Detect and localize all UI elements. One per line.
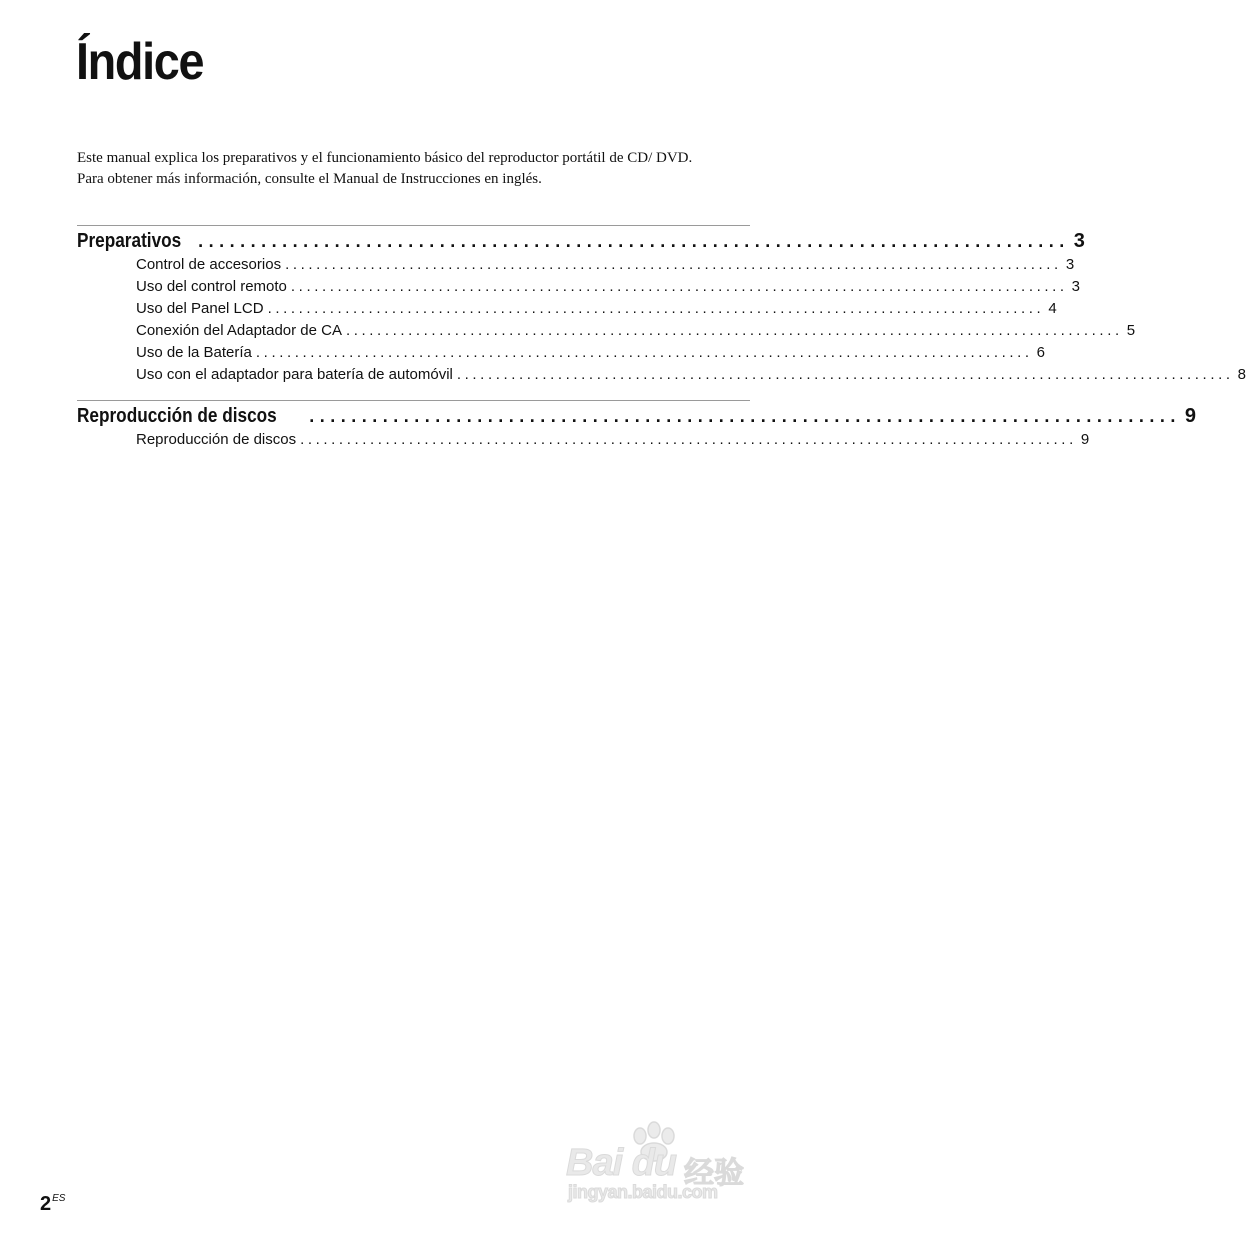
toc-entry[interactable]	[77, 431, 1090, 453]
section-divider	[77, 400, 750, 401]
dot-leader: ....................................................................................................	[345, 322, 1123, 339]
toc-entry[interactable]	[77, 366, 1246, 388]
page-title: Índice	[76, 33, 204, 91]
intro-paragraph-2: Para obtener más información, consulte el Manual de Instrucciones en inglés.	[77, 171, 542, 187]
toc-main-page: 3	[1073, 230, 1085, 252]
toc-entry-label: Uso del control remoto	[136, 278, 287, 295]
toc-main-page: 9	[1184, 405, 1196, 427]
toc-main-entry[interactable]	[77, 405, 1196, 431]
toc-entry-label: Conexión del Adaptador de CA	[136, 322, 342, 339]
intro-text	[77, 148, 753, 190]
dot-leader: ....................................................................................................	[290, 278, 1068, 295]
toc-entry[interactable]	[77, 322, 1136, 344]
dot-leader: ....................................................................................................	[267, 300, 1045, 317]
dot-leader: ....................................................................................................	[456, 366, 1234, 383]
dot-leader: ...................................................................................	[309, 406, 1181, 426]
toc-entry[interactable]	[77, 278, 1080, 300]
toc-entry[interactable]	[77, 344, 1045, 366]
intro-paragraph-1: Este manual explica los preparativos y el funcionamiento básico del reproductor portátil de CD/ DVD.	[77, 150, 693, 166]
toc-entry-label: Uso del Panel LCD	[136, 300, 264, 317]
toc-section-reproduccion	[77, 400, 1196, 453]
dot-leader: ....................................................................................................	[285, 256, 1062, 273]
toc-entry[interactable]	[77, 256, 1075, 278]
toc-entry-label: Uso con el adaptador para batería de automóvil	[136, 366, 453, 383]
toc-main-entry[interactable]	[77, 230, 1085, 256]
page-number	[40, 1193, 65, 1216]
toc-entry-page: 3	[1065, 256, 1075, 273]
baidu-jingyan-watermark	[566, 1122, 756, 1208]
toc-entry-page: 4	[1048, 300, 1057, 317]
toc-entry[interactable]	[77, 300, 1057, 322]
section-divider	[77, 225, 750, 226]
toc-entry-label: Uso de la Batería	[136, 344, 252, 361]
dot-leader: ....................................................................................................	[255, 344, 1033, 361]
toc-section-preparativos	[77, 225, 1246, 388]
toc-entry-label: Control de accesorios	[136, 256, 282, 273]
dot-leader: ...................................................................................	[198, 231, 1070, 251]
watermark-brand: Bai du	[566, 1142, 677, 1184]
watermark-chinese: 经验	[684, 1157, 744, 1190]
toc-entry-page: 5	[1126, 322, 1136, 339]
toc-entry-page: 8	[1237, 366, 1246, 383]
toc-main-label: Reproducción de discos	[77, 405, 277, 427]
page-number-value: 2	[40, 1193, 52, 1215]
toc-entry-page: 3	[1071, 278, 1080, 295]
toc-entry-page: 9	[1080, 431, 1090, 448]
toc-entry-label: Reproducción de discos	[136, 431, 297, 448]
toc-entry-page: 6	[1036, 344, 1045, 361]
watermark-url: jingyan.baidu.com	[568, 1182, 718, 1202]
dot-leader: ....................................................................................................	[300, 431, 1077, 448]
toc-main-label: Preparativos	[77, 230, 182, 252]
page-number-suffix: ES	[52, 1193, 66, 1204]
